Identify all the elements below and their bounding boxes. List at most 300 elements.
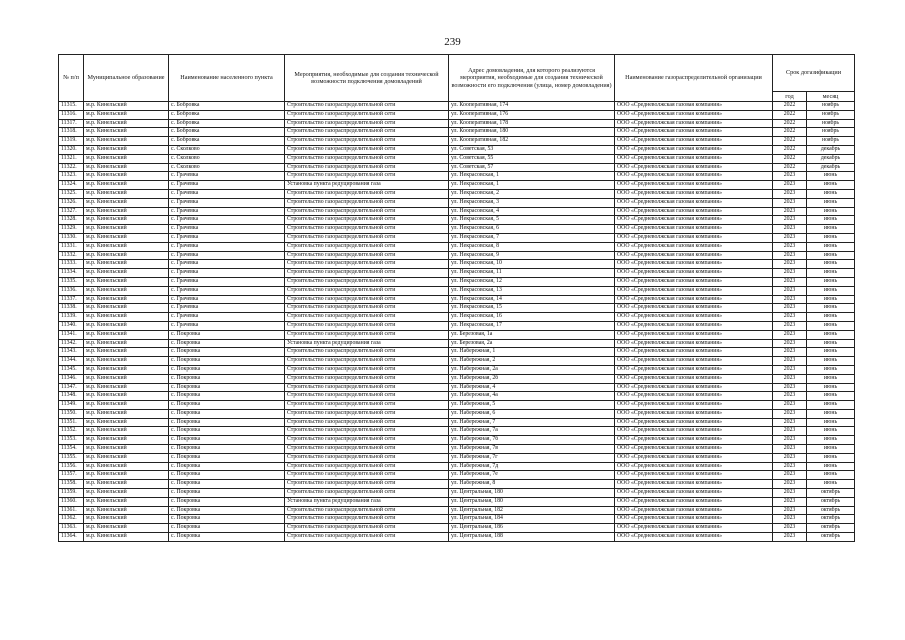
cell-num: 11318. <box>59 128 84 137</box>
cell-measure: Строительство газораспределительной сети <box>285 207 449 216</box>
cell-settlement: с. Грачевка <box>169 321 285 330</box>
cell-measure: Строительство газораспределительной сети <box>285 427 449 436</box>
cell-year: 2023 <box>773 251 807 260</box>
col-header-organization: Наименование газораспределительной организации <box>615 55 773 102</box>
cell-measure: Строительство газораспределительной сети <box>285 154 449 163</box>
cell-organization: ООО «Средневолжская газовая компания» <box>615 128 773 137</box>
cell-municipality: м.р. Кинельский <box>84 163 169 172</box>
cell-settlement: с. Покровка <box>169 533 285 542</box>
cell-num: 11342. <box>59 339 84 348</box>
cell-year: 2023 <box>773 189 807 198</box>
cell-municipality: м.р. Кинельский <box>84 453 169 462</box>
cell-settlement: с. Покровка <box>169 462 285 471</box>
cell-num: 11324. <box>59 181 84 190</box>
cell-organization: ООО «Средневолжская газовая компания» <box>615 225 773 234</box>
cell-year: 2023 <box>773 471 807 480</box>
cell-month: октябрь <box>807 497 855 506</box>
cell-settlement: с. Грачевка <box>169 216 285 225</box>
table-row <box>59 374 855 383</box>
cell-organization: ООО «Средневолжская газовая компания» <box>615 172 773 181</box>
cell-measure: Строительство газораспределительной сети <box>285 489 449 498</box>
cell-month: июнь <box>807 207 855 216</box>
table-row <box>59 533 855 542</box>
cell-month: ноябрь <box>807 137 855 146</box>
cell-organization: ООО «Средневолжская газовая компания» <box>615 506 773 515</box>
cell-year: 2023 <box>773 365 807 374</box>
table-row <box>59 251 855 260</box>
cell-address: ул. Кооперативная, 182 <box>449 137 615 146</box>
cell-num: 11329. <box>59 225 84 234</box>
cell-municipality: м.р. Кинельский <box>84 277 169 286</box>
cell-month: июнь <box>807 453 855 462</box>
cell-municipality: м.р. Кинельский <box>84 233 169 242</box>
cell-settlement: с. Грачевка <box>169 242 285 251</box>
cell-num: 11331. <box>59 242 84 251</box>
cell-municipality: м.р. Кинельский <box>84 225 169 234</box>
header-row <box>59 55 855 92</box>
cell-settlement: с. Покровка <box>169 471 285 480</box>
cell-municipality: м.р. Кинельский <box>84 418 169 427</box>
cell-year: 2023 <box>773 515 807 524</box>
cell-settlement: с. Покровка <box>169 427 285 436</box>
cell-organization: ООО «Средневолжская газовая компания» <box>615 445 773 454</box>
cell-month: июнь <box>807 313 855 322</box>
cell-address: ул. Набережная, 8 <box>449 480 615 489</box>
cell-settlement: с. Покровка <box>169 445 285 454</box>
cell-municipality: м.р. Кинельский <box>84 515 169 524</box>
cell-measure: Строительство газораспределительной сети <box>285 453 449 462</box>
cell-num: 11325. <box>59 189 84 198</box>
cell-measure: Строительство газораспределительной сети <box>285 286 449 295</box>
cell-organization: ООО «Средневолжская газовая компания» <box>615 198 773 207</box>
cell-organization: ООО «Средневолжская газовая компания» <box>615 102 773 111</box>
cell-num: 11339. <box>59 313 84 322</box>
cell-month: июнь <box>807 436 855 445</box>
cell-address: ул. Березовая, 1а <box>449 330 615 339</box>
cell-num: 11336. <box>59 286 84 295</box>
cell-measure: Строительство газораспределительной сети <box>285 198 449 207</box>
cell-month: октябрь <box>807 506 855 515</box>
table-row <box>59 304 855 313</box>
cell-settlement: с. Покровка <box>169 374 285 383</box>
cell-address: ул. Набережная, 2б <box>449 374 615 383</box>
cell-municipality: м.р. Кинельский <box>84 383 169 392</box>
cell-address: ул. Набережная, 6 <box>449 409 615 418</box>
cell-settlement: с. Покровка <box>169 357 285 366</box>
cell-settlement: с. Грачевка <box>169 233 285 242</box>
cell-settlement: с. Покровка <box>169 515 285 524</box>
cell-year: 2023 <box>773 181 807 190</box>
cell-organization: ООО «Средневолжская газовая компания» <box>615 480 773 489</box>
cell-organization: ООО «Средневолжская газовая компания» <box>615 207 773 216</box>
cell-num: 11338. <box>59 304 84 313</box>
cell-month: декабрь <box>807 145 855 154</box>
cell-organization: ООО «Средневолжская газовая компания» <box>615 233 773 242</box>
cell-settlement: с. Грачевка <box>169 295 285 304</box>
cell-num: 11315. <box>59 102 84 111</box>
cell-municipality: м.р. Кинельский <box>84 189 169 198</box>
table-row <box>59 181 855 190</box>
cell-num: 11334. <box>59 269 84 278</box>
cell-settlement: с. Покровка <box>169 480 285 489</box>
cell-year: 2023 <box>773 313 807 322</box>
page-number: 239 <box>444 36 461 48</box>
cell-measure: Строительство газораспределительной сети <box>285 242 449 251</box>
table-row <box>59 427 855 436</box>
cell-organization: ООО «Средневолжская газовая компания» <box>615 260 773 269</box>
cell-year: 2023 <box>773 497 807 506</box>
cell-address: ул. Центральная, 184 <box>449 515 615 524</box>
cell-measure: Строительство газораспределительной сети <box>285 533 449 542</box>
table-row <box>59 418 855 427</box>
cell-year: 2023 <box>773 489 807 498</box>
cell-num: 11346. <box>59 374 84 383</box>
cell-measure: Строительство газораспределительной сети <box>285 172 449 181</box>
cell-organization: ООО «Средневолжская газовая компания» <box>615 295 773 304</box>
cell-num: 11361. <box>59 506 84 515</box>
gasification-table <box>58 54 855 542</box>
table-row <box>59 172 855 181</box>
cell-year: 2023 <box>773 401 807 410</box>
cell-measure: Строительство газораспределительной сети <box>285 119 449 128</box>
cell-settlement: с. Грачевка <box>169 225 285 234</box>
cell-municipality: м.р. Кинельский <box>84 489 169 498</box>
cell-address: ул. Набережная, 4а <box>449 392 615 401</box>
cell-num: 11353. <box>59 436 84 445</box>
cell-year: 2023 <box>773 304 807 313</box>
cell-num: 11323. <box>59 172 84 181</box>
cell-address: ул. Кооперативная, 176 <box>449 110 615 119</box>
cell-settlement: с. Бобровка <box>169 128 285 137</box>
cell-settlement: с. Грачевка <box>169 198 285 207</box>
cell-address: ул. Набережная, 5 <box>449 401 615 410</box>
cell-measure: Строительство газораспределительной сети <box>285 365 449 374</box>
cell-organization: ООО «Средневолжская газовая компания» <box>615 339 773 348</box>
cell-municipality: м.р. Кинельский <box>84 533 169 542</box>
cell-measure: Строительство газораспределительной сети <box>285 330 449 339</box>
table-row <box>59 225 855 234</box>
cell-num: 11337. <box>59 295 84 304</box>
cell-settlement: с. Грачевка <box>169 181 285 190</box>
cell-address: ул. Некрасовская, 5 <box>449 216 615 225</box>
table-row <box>59 480 855 489</box>
cell-address: ул. Березовая, 2а <box>449 339 615 348</box>
cell-settlement: с. Покровка <box>169 506 285 515</box>
table-row <box>59 189 855 198</box>
cell-settlement: с. Сколково <box>169 154 285 163</box>
cell-year: 2023 <box>773 480 807 489</box>
cell-address: ул. Некрасовская, 17 <box>449 321 615 330</box>
cell-year: 2023 <box>773 260 807 269</box>
cell-num: 11345. <box>59 365 84 374</box>
cell-measure: Строительство газораспределительной сети <box>285 128 449 137</box>
cell-month: июнь <box>807 383 855 392</box>
cell-year: 2023 <box>773 330 807 339</box>
cell-year: 2022 <box>773 128 807 137</box>
table-row <box>59 128 855 137</box>
cell-num: 11356. <box>59 462 84 471</box>
cell-address: ул. Набережная, 7д <box>449 462 615 471</box>
table-row <box>59 401 855 410</box>
cell-month: октябрь <box>807 489 855 498</box>
cell-num: 11360. <box>59 497 84 506</box>
cell-year: 2023 <box>773 445 807 454</box>
cell-num: 11320. <box>59 145 84 154</box>
cell-address: ул. Некрасовская, 3 <box>449 198 615 207</box>
cell-municipality: м.р. Кинельский <box>84 207 169 216</box>
table-row <box>59 506 855 515</box>
cell-num: 11332. <box>59 251 84 260</box>
cell-organization: ООО «Средневолжская газовая компания» <box>615 427 773 436</box>
cell-month: ноябрь <box>807 102 855 111</box>
cell-settlement: с. Сколково <box>169 163 285 172</box>
cell-year: 2023 <box>773 418 807 427</box>
cell-settlement: с. Грачевка <box>169 260 285 269</box>
table-row <box>59 313 855 322</box>
cell-month: июнь <box>807 225 855 234</box>
cell-num: 11319. <box>59 137 84 146</box>
cell-measure: Строительство газораспределительной сети <box>285 216 449 225</box>
cell-num: 11326. <box>59 198 84 207</box>
cell-month: июнь <box>807 480 855 489</box>
cell-year: 2023 <box>773 453 807 462</box>
cell-organization: ООО «Средневолжская газовая компания» <box>615 489 773 498</box>
cell-municipality: м.р. Кинельский <box>84 313 169 322</box>
cell-settlement: с. Покровка <box>169 497 285 506</box>
cell-organization: ООО «Средневолжская газовая компания» <box>615 471 773 480</box>
cell-settlement: с. Бобровка <box>169 119 285 128</box>
cell-measure: Строительство газораспределительной сети <box>285 401 449 410</box>
cell-address: ул. Некрасовская, 2 <box>449 189 615 198</box>
cell-year: 2023 <box>773 269 807 278</box>
cell-measure: Строительство газораспределительной сети <box>285 462 449 471</box>
cell-measure: Строительство газораспределительной сети <box>285 277 449 286</box>
cell-municipality: м.р. Кинельский <box>84 172 169 181</box>
cell-measure: Строительство газораспределительной сети <box>285 233 449 242</box>
cell-municipality: м.р. Кинельский <box>84 409 169 418</box>
cell-month: июнь <box>807 409 855 418</box>
table-row <box>59 145 855 154</box>
cell-municipality: м.р. Кинельский <box>84 304 169 313</box>
cell-year: 2022 <box>773 137 807 146</box>
cell-measure: Строительство газораспределительной сети <box>285 392 449 401</box>
cell-organization: ООО «Средневолжская газовая компания» <box>615 137 773 146</box>
cell-municipality: м.р. Кинельский <box>84 427 169 436</box>
col-header-num: № п/п <box>59 55 84 102</box>
table-row <box>59 119 855 128</box>
cell-year: 2023 <box>773 436 807 445</box>
cell-organization: ООО «Средневолжская газовая компания» <box>615 269 773 278</box>
col-header-month: месяц <box>807 92 855 102</box>
cell-measure: Строительство газораспределительной сети <box>285 110 449 119</box>
cell-measure: Строительство газораспределительной сети <box>285 137 449 146</box>
cell-organization: ООО «Средневолжская газовая компания» <box>615 304 773 313</box>
cell-num: 11344. <box>59 357 84 366</box>
cell-month: июнь <box>807 427 855 436</box>
cell-num: 11349. <box>59 401 84 410</box>
cell-year: 2023 <box>773 339 807 348</box>
cell-settlement: с. Покровка <box>169 339 285 348</box>
table-row <box>59 339 855 348</box>
table-row <box>59 497 855 506</box>
cell-settlement: с. Покровка <box>169 383 285 392</box>
cell-month: июнь <box>807 295 855 304</box>
cell-measure: Строительство газораспределительной сети <box>285 524 449 533</box>
cell-municipality: м.р. Кинельский <box>84 392 169 401</box>
cell-organization: ООО «Средневолжская газовая компания» <box>615 154 773 163</box>
cell-month: июнь <box>807 251 855 260</box>
cell-settlement: с. Грачевка <box>169 251 285 260</box>
cell-num: 11328. <box>59 216 84 225</box>
table-row <box>59 445 855 454</box>
cell-organization: ООО «Средневолжская газовая компания» <box>615 462 773 471</box>
cell-measure: Строительство газораспределительной сети <box>285 357 449 366</box>
cell-settlement: с. Покровка <box>169 401 285 410</box>
cell-municipality: м.р. Кинельский <box>84 216 169 225</box>
cell-settlement: с. Грачевка <box>169 269 285 278</box>
cell-month: октябрь <box>807 515 855 524</box>
cell-month: июнь <box>807 357 855 366</box>
cell-address: ул. Центральная, 182 <box>449 506 615 515</box>
table-row <box>59 207 855 216</box>
cell-measure: Строительство газораспределительной сети <box>285 471 449 480</box>
cell-address: ул. Набережная, 2 <box>449 357 615 366</box>
cell-year: 2022 <box>773 102 807 111</box>
cell-num: 11352. <box>59 427 84 436</box>
cell-month: июнь <box>807 401 855 410</box>
cell-address: ул. Набережная, 7а <box>449 427 615 436</box>
cell-organization: ООО «Средневолжская газовая компания» <box>615 286 773 295</box>
table-row <box>59 269 855 278</box>
cell-measure: Строительство газораспределительной сети <box>285 260 449 269</box>
cell-address: ул. Набережная, 2а <box>449 365 615 374</box>
cell-municipality: м.р. Кинельский <box>84 269 169 278</box>
cell-month: ноябрь <box>807 128 855 137</box>
cell-measure: Строительство газораспределительной сети <box>285 225 449 234</box>
cell-address: ул. Центральная, 180 <box>449 489 615 498</box>
cell-municipality: м.р. Кинельский <box>84 119 169 128</box>
cell-month: июнь <box>807 233 855 242</box>
cell-year: 2022 <box>773 119 807 128</box>
cell-address: ул. Центральная, 186 <box>449 524 615 533</box>
cell-num: 11327. <box>59 207 84 216</box>
cell-address: ул. Некрасовская, 14 <box>449 295 615 304</box>
cell-settlement: с. Грачевка <box>169 304 285 313</box>
table-row <box>59 110 855 119</box>
cell-month: июнь <box>807 181 855 190</box>
cell-measure: Строительство газораспределительной сети <box>285 418 449 427</box>
cell-settlement: с. Грачевка <box>169 286 285 295</box>
cell-municipality: м.р. Кинельский <box>84 471 169 480</box>
cell-month: июнь <box>807 365 855 374</box>
cell-organization: ООО «Средневолжская газовая компания» <box>615 313 773 322</box>
cell-organization: ООО «Средневолжская газовая компания» <box>615 524 773 533</box>
cell-municipality: м.р. Кинельский <box>84 137 169 146</box>
cell-organization: ООО «Средневолжская газовая компания» <box>615 453 773 462</box>
cell-organization: ООО «Средневолжская газовая компания» <box>615 401 773 410</box>
col-header-settlement: Наименование населенного пункта <box>169 55 285 102</box>
cell-organization: ООО «Средневолжская газовая компания» <box>615 216 773 225</box>
cell-measure: Строительство газораспределительной сети <box>285 269 449 278</box>
cell-settlement: с. Покровка <box>169 392 285 401</box>
col-header-year: год <box>773 92 807 102</box>
table-row <box>59 365 855 374</box>
cell-organization: ООО «Средневолжская газовая компания» <box>615 145 773 154</box>
table-body <box>59 102 855 542</box>
cell-organization: ООО «Средневолжская газовая компания» <box>615 533 773 542</box>
cell-municipality: м.р. Кинельский <box>84 445 169 454</box>
col-header-municipality: Муниципальное образование <box>84 55 169 102</box>
cell-municipality: м.р. Кинельский <box>84 242 169 251</box>
cell-year: 2022 <box>773 110 807 119</box>
cell-address: ул. Набережная, 7г <box>449 453 615 462</box>
cell-municipality: м.р. Кинельский <box>84 339 169 348</box>
cell-year: 2023 <box>773 357 807 366</box>
cell-address: ул. Кооперативная, 178 <box>449 119 615 128</box>
cell-address: ул. Некрасовская, 12 <box>449 277 615 286</box>
table-row <box>59 216 855 225</box>
cell-organization: ООО «Средневолжская газовая компания» <box>615 436 773 445</box>
cell-measure: Строительство газораспределительной сети <box>285 321 449 330</box>
cell-measure: Строительство газораспределительной сети <box>285 189 449 198</box>
cell-num: 11333. <box>59 260 84 269</box>
cell-municipality: м.р. Кинельский <box>84 128 169 137</box>
cell-month: октябрь <box>807 533 855 542</box>
cell-year: 2023 <box>773 216 807 225</box>
cell-settlement: с. Бобровка <box>169 137 285 146</box>
cell-measure: Установка пункта редуцирования газа <box>285 497 449 506</box>
cell-settlement: с. Бобровка <box>169 102 285 111</box>
table-row <box>59 330 855 339</box>
cell-year: 2023 <box>773 233 807 242</box>
cell-num: 11354. <box>59 445 84 454</box>
cell-address: ул. Центральная, 180 <box>449 497 615 506</box>
cell-measure: Строительство газораспределительной сети <box>285 480 449 489</box>
cell-settlement: с. Покровка <box>169 418 285 427</box>
cell-measure: Строительство газораспределительной сети <box>285 383 449 392</box>
cell-address: ул. Набережная, 1 <box>449 348 615 357</box>
cell-year: 2023 <box>773 207 807 216</box>
cell-municipality: м.р. Кинельский <box>84 321 169 330</box>
table-row <box>59 277 855 286</box>
cell-organization: ООО «Средневолжская газовая компания» <box>615 348 773 357</box>
cell-measure: Строительство газораспределительной сети <box>285 313 449 322</box>
cell-organization: ООО «Средневолжская газовая компания» <box>615 251 773 260</box>
cell-organization: ООО «Средневолжская газовая компания» <box>615 497 773 506</box>
cell-organization: ООО «Средневолжская газовая компания» <box>615 181 773 190</box>
cell-num: 11335. <box>59 277 84 286</box>
cell-settlement: с. Покровка <box>169 524 285 533</box>
cell-municipality: м.р. Кинельский <box>84 251 169 260</box>
cell-organization: ООО «Средневолжская газовая компания» <box>615 119 773 128</box>
cell-address: ул. Набережная, 7б <box>449 436 615 445</box>
cell-month: декабрь <box>807 154 855 163</box>
table-row <box>59 348 855 357</box>
cell-num: 11351. <box>59 418 84 427</box>
cell-year: 2023 <box>773 172 807 181</box>
col-header-measure: Мероприятия, необходимые для создания технической возможности подключения домовладений <box>285 55 449 102</box>
table-row <box>59 321 855 330</box>
cell-address: ул. Советская, 53 <box>449 145 615 154</box>
cell-month: июнь <box>807 198 855 207</box>
cell-month: июнь <box>807 321 855 330</box>
cell-settlement: с. Грачевка <box>169 172 285 181</box>
cell-settlement: с. Покровка <box>169 409 285 418</box>
cell-month: ноябрь <box>807 119 855 128</box>
cell-measure: Установка пункта редуцирования газа <box>285 181 449 190</box>
cell-year: 2023 <box>773 409 807 418</box>
cell-address: ул. Кооперативная, 180 <box>449 128 615 137</box>
